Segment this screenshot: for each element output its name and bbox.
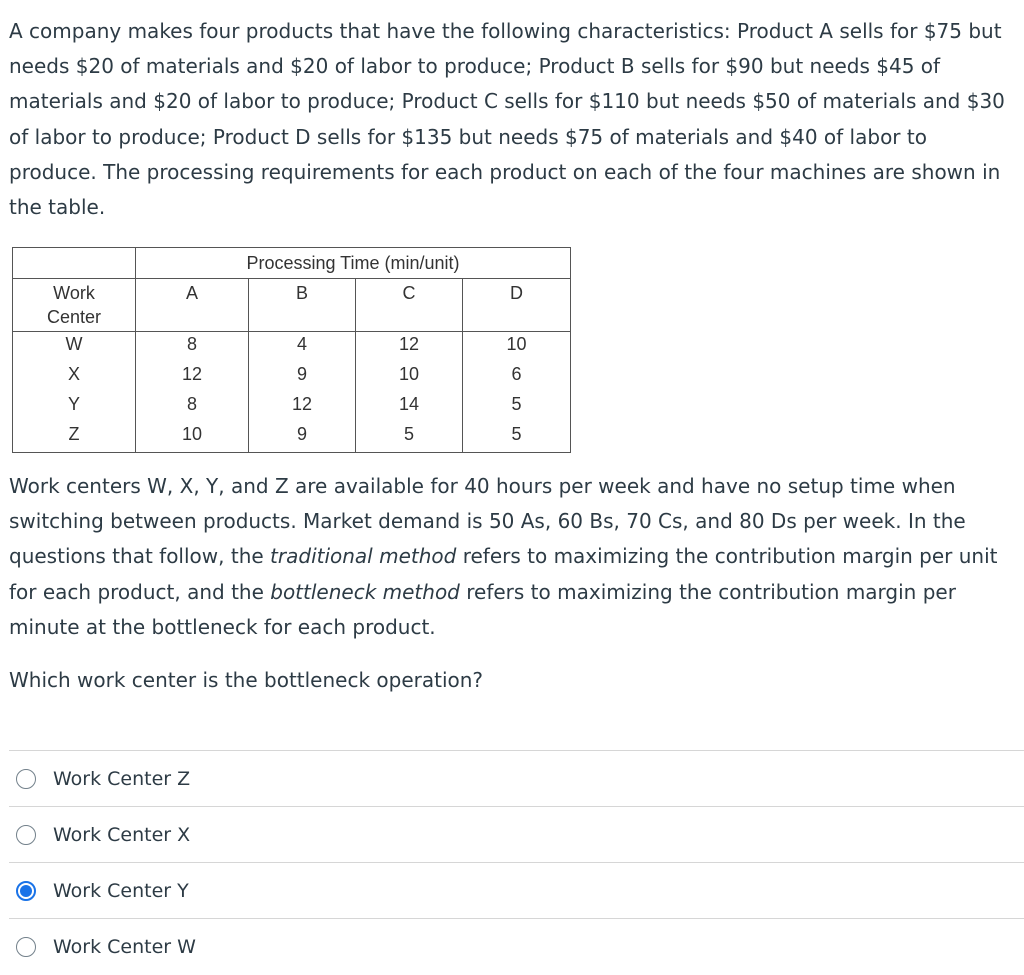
time-cell: 10 (356, 362, 463, 392)
time-cell: 12 (249, 392, 356, 422)
work-center-header-line1: Work (53, 283, 95, 303)
problem-intro: A company makes four products that have the following characteristics: Product A sells for $75 but needs $20 of materials and $20 of labor to produce; Product B sells for $90 but needs $45 of materials and $20 of labor to produce; Product C sells for $110 but needs $50 of materials and $30 of labor to produce; Product D sells for $135 but needs $75 of materials and $40 of labor to produce. The processing requirements for each product on each of the four machines are shown in the table. (9, 19, 1005, 220)
time-cell: 8 (136, 392, 249, 422)
work-center-header (13, 279, 136, 332)
time-cell: 14 (356, 392, 463, 422)
product-header-d: D (463, 279, 571, 332)
work-center-cell: Z (13, 422, 136, 453)
problem-context (9, 469, 1021, 645)
radio-button-selected[interactable] (16, 881, 36, 901)
time-cell: 5 (356, 422, 463, 453)
question-text: Which work center is the bottleneck operation? (9, 668, 484, 692)
context-text-2: refers to maximizing the contribution margin per unit for each product, and the (9, 544, 998, 604)
table-title: Processing Time (min/unit) (136, 248, 571, 279)
radio-button[interactable] (16, 825, 36, 845)
radio-button[interactable] (16, 937, 36, 957)
answer-options (9, 750, 1024, 974)
time-cell: 4 (249, 332, 356, 363)
table-row (13, 332, 571, 363)
answer-option-x[interactable] (9, 806, 1024, 862)
context-text-3: refers to maximizing the contribution margin per minute at the bottleneck for each product. (9, 579, 956, 639)
answer-label[interactable]: Work Center Z (53, 767, 191, 790)
answer-option-w[interactable] (9, 918, 1024, 974)
time-cell: 10 (136, 422, 249, 453)
answer-label[interactable]: Work Center W (53, 935, 196, 958)
time-cell: 5 (463, 422, 571, 453)
time-cell: 12 (136, 362, 249, 392)
answer-label[interactable]: Work Center Y (53, 879, 189, 902)
answer-label[interactable]: Work Center X (53, 823, 191, 846)
answer-option-z[interactable] (9, 750, 1024, 806)
time-cell: 12 (356, 332, 463, 363)
traditional-method-term: traditional method (270, 544, 457, 569)
answer-option-y[interactable] (9, 862, 1024, 918)
time-cell: 9 (249, 362, 356, 392)
processing-time-table (12, 247, 571, 453)
context-text-1: Work centers W, X, Y, and Z are available for 40 hours per week and have no setup time when switching between products. Market demand is 50 As, 60 Bs, 70 Cs, and 80 Ds per week. In the questions that follow, the (9, 474, 966, 569)
time-cell: 5 (463, 392, 571, 422)
work-center-cell: Y (13, 392, 136, 422)
table-row (13, 392, 571, 422)
work-center-header-line2: Center (46, 307, 102, 327)
product-header-a: A (136, 279, 249, 332)
time-cell: 10 (463, 332, 571, 363)
table-corner-cell (13, 248, 136, 279)
radio-button[interactable] (16, 769, 36, 789)
product-header-b: B (249, 279, 356, 332)
time-cell: 8 (136, 332, 249, 363)
bottleneck-method-term: bottleneck method (270, 579, 460, 604)
table-row (13, 362, 571, 392)
time-cell: 9 (249, 422, 356, 453)
product-header-c: C (356, 279, 463, 332)
table-row (13, 422, 571, 453)
work-center-cell: W (13, 332, 136, 363)
time-cell: 6 (463, 362, 571, 392)
work-center-cell: X (13, 362, 136, 392)
